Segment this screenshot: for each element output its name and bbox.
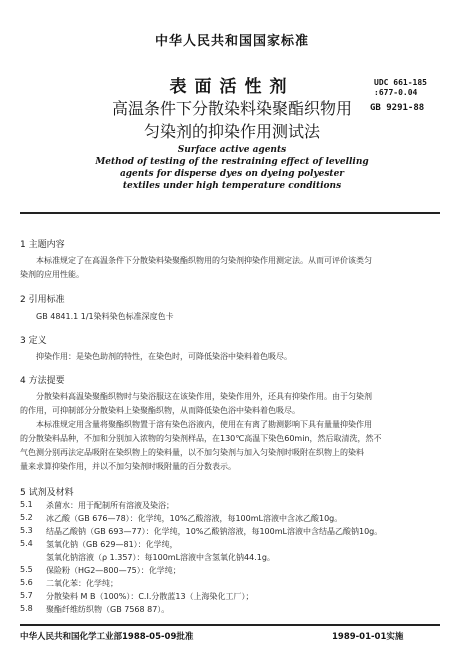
item-text: 氢氧化钠溶液（ρ 1.357）：每100mL溶液中含氢氧化钠44.1g。 bbox=[46, 553, 275, 562]
item-number: 5.4 bbox=[20, 539, 33, 548]
section-4-line: 量来求算抑染作用，并以不加匀染剂时吸附量的百分数表示。 bbox=[20, 462, 236, 471]
section-2-text: GB 4841.1 1/1染料染色标准深度色卡 bbox=[36, 312, 174, 321]
section-3-text: 抑染作用：是染色助剂的特性，在染色时，可降低染浴中染料着色吸尽。 bbox=[36, 352, 292, 361]
section-1-text-1: 本标准规定了在高温条件下分散染料染聚酯织物用的匀染剂抑染作用测定法。从而可评价该类匀 bbox=[36, 256, 372, 265]
item-number: 5.3 bbox=[20, 526, 33, 535]
section-4-heading: 4 方法提要 bbox=[20, 376, 65, 386]
udc-code bbox=[374, 78, 427, 98]
standard-org-header: 中华人民共和国国家标准 bbox=[154, 34, 309, 49]
section-4-line: 本标准规定用含量将聚酯织物置于溶有染色浴液内，使用在有离了勘测影响下具有量量抑染作用 bbox=[36, 420, 372, 429]
item-number: 5.7 bbox=[20, 591, 33, 600]
title-line-1: 表面活性剂 bbox=[169, 77, 295, 97]
section-4-line: 的作用，可抑制部分分散染料上染聚酯织物，从而降低染色浴中染料着色吸尽。 bbox=[20, 406, 300, 415]
item-text: 冰乙酸（GB 676—78）：化学纯，10%乙酸溶液，每100mL溶液中含冰乙酸10g。 bbox=[46, 514, 343, 523]
udc-line-1: UDC 661-185 bbox=[374, 78, 427, 87]
section-3-heading: 3 定义 bbox=[20, 336, 47, 346]
item-text: 分散染料 M B（100%）：C.I.分散蓝13（上海染化工厂）； bbox=[46, 592, 254, 601]
approval-date: 中华人民共和国化学工业部1988-05-09批准 bbox=[20, 632, 194, 642]
gb-number: GB 9291-88 bbox=[370, 103, 425, 113]
effective-date: 1989-01-01实施 bbox=[332, 632, 404, 642]
section-2-heading: 2 引用标准 bbox=[20, 295, 65, 305]
title-line-3: 匀染剂的抑染作用测试法 bbox=[143, 122, 320, 141]
english-title-line-4: textiles under high temperature conditions bbox=[122, 181, 342, 191]
item-text: 结晶乙酸钠（GB 693—77）：化学纯，10%乙酸钠溶液，每100mL溶液中含结晶乙酸钠10g。 bbox=[46, 527, 383, 536]
english-title-line-2: Method of testing of the restraining effect of levelling bbox=[95, 157, 369, 167]
section-4-line: 的分散染料品种，不加和分别加入浓物的匀染剂样品，在130℃高温下染色60min，然后取清洗，然不 bbox=[20, 434, 382, 443]
item-number: 5.1 bbox=[20, 500, 33, 509]
item-text: 杀菌水：用于配制所有溶液及染浴； bbox=[46, 501, 174, 510]
item-number: 5.2 bbox=[20, 513, 33, 522]
item-number: 5.8 bbox=[20, 604, 33, 613]
english-title-line-3: agents for disperse dyes on dyeing polyester bbox=[119, 169, 345, 179]
udc-line-2: :677-0.04 bbox=[374, 88, 418, 97]
header-rule bbox=[20, 212, 440, 214]
item-number: 5.6 bbox=[20, 578, 33, 587]
section-5-heading: 5 试剂及材料 bbox=[20, 488, 74, 498]
item-text: 二氧化苯：化学纯； bbox=[46, 579, 118, 588]
section-4-line: 分散染料高温染聚酯织物时与染浴服这在该染作用，染染作用外，还具有抑染作用。由于匀染剂 bbox=[36, 392, 372, 401]
english-title-line-1: Surface active agents bbox=[177, 145, 287, 155]
item-text: 保险粉（HG2—800—75）：化学纯； bbox=[46, 566, 181, 575]
section-1-heading: 1 主题内容 bbox=[20, 240, 65, 250]
footer-rule bbox=[20, 624, 440, 626]
item-text: 聚酯纤维纺织物（GB 7568 87）。 bbox=[46, 605, 170, 614]
section-4-line: 气色测分别再法定品吸附在染织物上的染料量，以不加匀染剂与加入匀染剂时吸附在织物上的染料 bbox=[20, 448, 364, 457]
item-text: 氢氧化钠（GB 629—81）：化学纯， bbox=[46, 540, 178, 549]
section-1-text-2: 染剂的应用性能。 bbox=[20, 270, 84, 279]
item-number: 5.5 bbox=[20, 565, 33, 574]
title-line-2: 高温条件下分散染料染聚酯织物用 bbox=[111, 99, 352, 118]
